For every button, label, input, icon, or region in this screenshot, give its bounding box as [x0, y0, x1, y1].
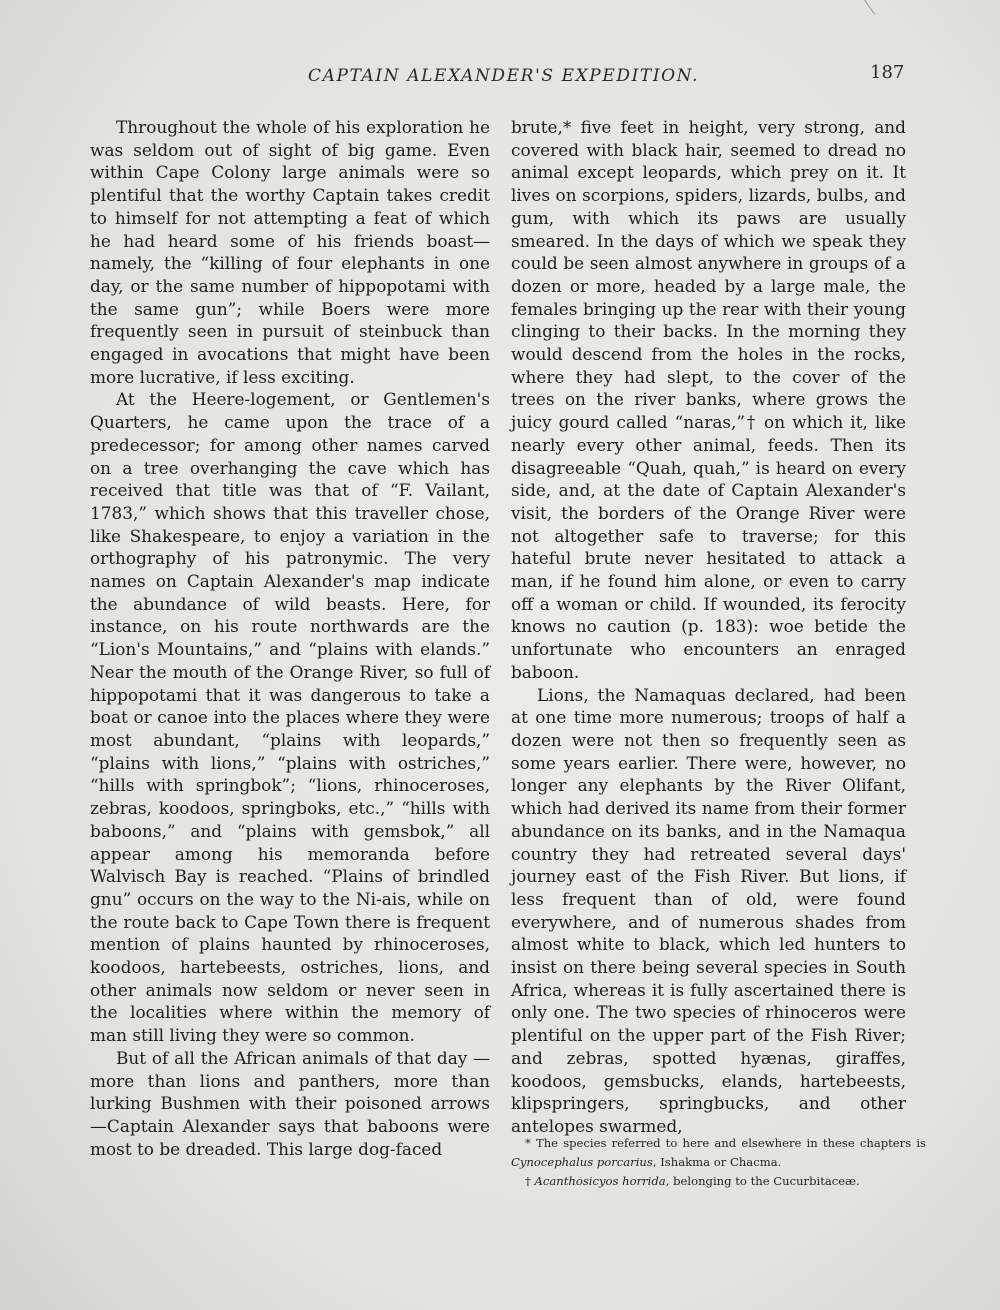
left-column [90, 116, 490, 1160]
footnote-text: , Ishakma or Chacma. [652, 1155, 782, 1169]
footnote-text: , belonging to the Cucurbitaceæ. [665, 1174, 860, 1188]
page-corner-mark [848, 0, 875, 14]
page-header [0, 62, 1000, 92]
footnote-text: * The species referred to here and elsewhere in these chapters is [525, 1136, 926, 1150]
footnote-species-name: Acanthosicyos horrida [534, 1174, 666, 1188]
paragraph: brute,* five feet in height, very strong, and covered with black hair, seemed to dread no animal except leopards, which prey on it. It lives on scorpions, spiders, lizards, bulbs, and gum, with which its paws are usually smeared. In the days of which we speak they could be seen almost anywhere in groups of a dozen or more, headed by a large male, the females bringing up the rear with their young clinging to their backs. In the morning they would descend from the holes in the rocks, where they had slept, to the cover of the trees on the river banks, where grows the juicy gourd called “naras,”† on which it, like nearly every other animal, feeds. Then its disagreeable “Quah, quah,” is heard on every side, and, at the date of Captain Alexander's visit, the borders of the Orange River were not altogether safe to traverse; for this hateful brute never hesitated to attack a man, if he found him alone, or even to carry off a woman or child. If wounded, its ferocity knows no caution (p. 183): woe betide the unfortunate who encounters an enraged baboon. [511, 117, 906, 682]
running-title: CAPTAIN ALEXANDER'S EXPEDITION. [308, 66, 700, 86]
page-number: 187 [870, 62, 905, 83]
footnote [511, 1134, 926, 1172]
footnotes [511, 1134, 926, 1191]
footnote-species-name: Cynocephalus porcarius [511, 1155, 653, 1169]
paragraph: Lions, the Namaquas declared, had been at one time more numerous; troops of half a dozen were not then so frequently seen as some years earlier. There were, however, no longer any elephants by the River Olifant, which had derived its name from their former abundance on its banks, and in the Namaqua country they had retreated several days' journey east of the Fish River. But lions, if less frequent than of old, were found everywhere, and of numerous shades from almost white to black, which led hunters to insist on there being several species in South Africa, whereas it is fully ascertained there is only one. The two species of rhinoceros were plentiful on the upper part of the Fish River; and zebras, spotted hyænas, giraffes, koodoos, gemsbucks, elands, hartebeests, klipspringers, springbucks, and other antelopes swarmed, [511, 684, 906, 1136]
right-column [511, 116, 906, 1138]
paragraph: But of all the African animals of that day —more than lions and panthers, more than lurking Bushmen with their poisoned arrows —Captain Alexander says that baboons were most to be dreaded. This large dog-faced [90, 1047, 490, 1159]
paragraph: At the Heere-logement, or Gentlemen's Quarters, he came upon the trace of a predecessor; for among other names carved on a tree overhanging the cave which has received that title was that of “F. Vailant, 1783,” which shows that this traveller chose, like Shakespeare, to enjoy a variation in the orthography of his patronymic. The very names on Captain Alexander's map indicate the abundance of wild beasts. Here, for instance, on his route northwards are the “Lion's Mountains,” and “plains with elands.” Near the mouth of the Orange River, so full of hippopotami that it was dangerous to take a boat or canoe into the places where they were most abundant, “plains with leopards,” “plains with lions,” “plains with ostriches,” “hills with springbok”; “lions, rhinoceroses, zebras, koodoos, springboks, etc.,” “hills with baboons,” and “plains with gemsbok,” all appear among his memoranda before Walvisch Bay is reached. “Plains of brindled gnu” occurs on the way to the Ni-ais, while on the route back to Cape Town there is frequent mention of plains haunted by rhinoceroses, koodoos, hartebeests, ostriches, lions, and other animals now seldom or never seen in the localities where within the memory of man still living they were so common. [90, 389, 490, 1046]
footnote [511, 1172, 926, 1191]
footnote-text: † [525, 1174, 535, 1188]
paragraph: Throughout the whole of his exploration he was seldom out of sight of big game. Even within Cape Colony large animals were so plentiful that the worthy Captain takes credit to himself for not attempting a feat of which he had heard some of his friends boast—namely, the “killing of four elephants in one day, or the same number of hippopotami with the same gun”; while Boers were more frequently seen in pursuit of steinbuck than engaged in avocations that might have been more lucrative, if less exciting. [90, 117, 490, 387]
